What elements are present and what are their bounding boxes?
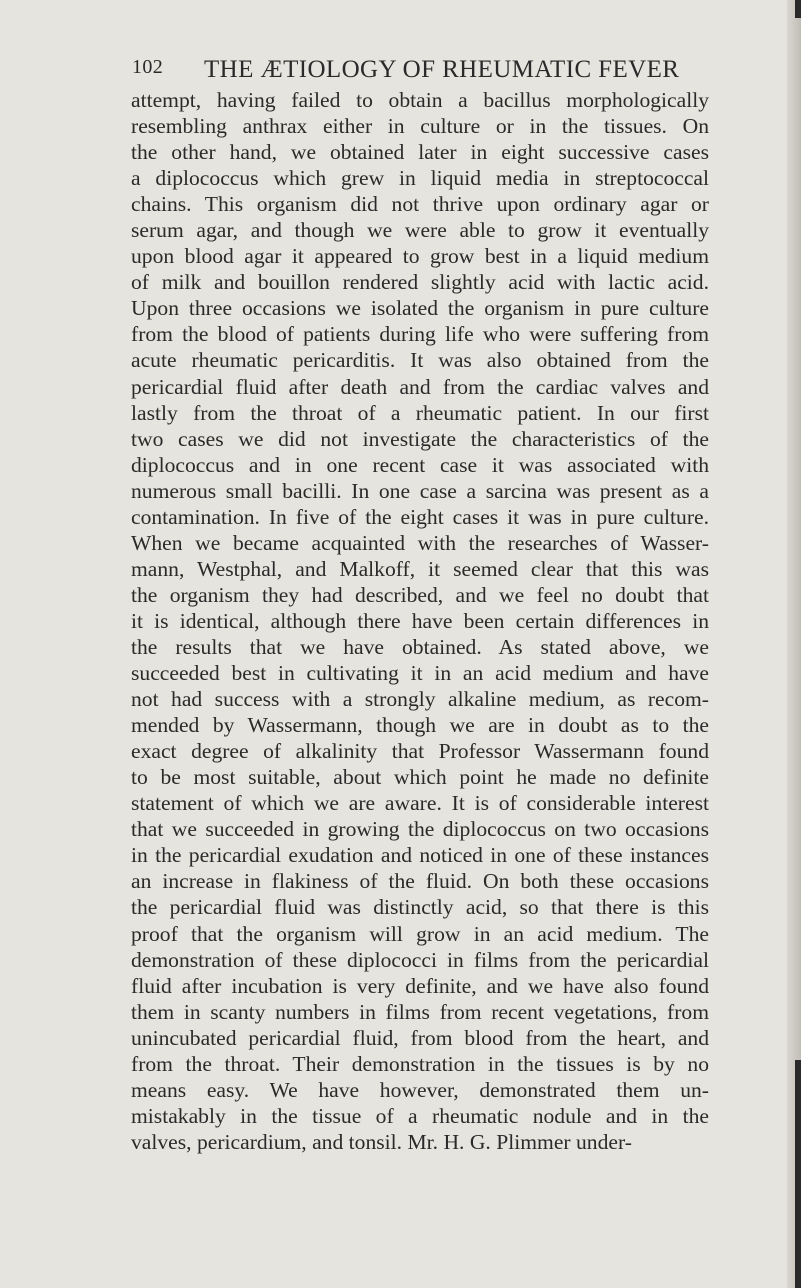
text-line: it is identical, although there have been certain differences in — [131, 608, 709, 633]
text-line: an increase in flakiness of the fluid. On both these occasions — [131, 869, 709, 894]
page-number: 102 — [132, 56, 164, 78]
text-line: statement of which we are aware. It is of considerable interest — [131, 791, 709, 816]
edge-mark — [795, 1060, 801, 1288]
text-line: contamination. In five of the eight cases it was in pure culture. — [131, 504, 709, 529]
text-line: unincubated pericardial fluid, from blood from the heart, and — [131, 1025, 709, 1050]
text-line: acute rheumatic pericarditis. It was also obtained from the — [131, 348, 709, 373]
text-line: exact degree of alkalinity that Professor Wassermann found — [131, 739, 709, 764]
page-edge — [787, 0, 801, 1288]
text-line: that we succeeded in growing the diplococcus on two occasions — [131, 817, 709, 842]
text-line: from the blood of patients during life who were suffering from — [131, 322, 709, 347]
text-line: mann, Westphal, and Malkoff, it seemed clear that this was — [131, 556, 709, 581]
text-line: pericardial fluid after death and from the cardiac valves and — [131, 374, 709, 399]
text-line: serum agar, and though we were able to grow it eventually — [131, 218, 709, 243]
text-line: to be most suitable, about which point he made no definite — [131, 765, 709, 790]
text-line: in the pericardial exudation and noticed in one of these instances — [131, 843, 709, 868]
text-line: mended by Wassermann, though we are in doubt as to the — [131, 713, 709, 738]
text-line: the pericardial fluid was distinctly acid, so that there is this — [131, 895, 709, 920]
text-line: succeeded best in cultivating it in an acid medium and have — [131, 661, 709, 686]
text-line: of milk and bouillon rendered slightly acid with lactic acid. — [131, 270, 709, 295]
text-line: two cases we did not investigate the characteristics of the — [131, 426, 709, 451]
text-line: the organism they had described, and we feel no doubt that — [131, 582, 709, 607]
text-line: lastly from the throat of a rheumatic patient. In our first — [131, 400, 709, 425]
text-line: When we became acquainted with the researches of Wasser- — [131, 530, 709, 555]
running-title: THE ÆTIOLOGY OF RHEUMATIC FEVER — [204, 56, 680, 83]
text-line: attempt, having failed to obtain a bacillus morphologically — [131, 88, 709, 112]
text-line: means easy. We have however, demonstrated them un- — [131, 1077, 709, 1102]
text-line: chains. This organism did not thrive upon ordinary agar or — [131, 192, 709, 217]
text-line: the results that we have obtained. As stated above, we — [131, 634, 709, 659]
text-line: a diplococcus which grew in liquid media in streptococcal — [131, 166, 709, 191]
text-line: mistakably in the tissue of a rheumatic nodule and in the — [131, 1103, 709, 1128]
body-text — [131, 87, 709, 1155]
text-line: upon blood agar it appeared to grow best in a liquid medium — [131, 244, 709, 269]
text-line: fluid after incubation is very definite, and we have also found — [131, 973, 709, 998]
text-line: them in scanty numbers in films from recent vegetations, from — [131, 999, 709, 1024]
edge-mark — [795, 0, 801, 18]
text-line: from the throat. Their demonstration in the tissues is by no — [131, 1051, 709, 1076]
text-line: resembling anthrax either in culture or in the tissues. On — [131, 114, 709, 139]
text-line: Upon three occasions we isolated the organism in pure culture — [131, 296, 709, 321]
text-line: the other hand, we obtained later in eight successive cases — [131, 140, 709, 165]
text-line: not had success with a strongly alkaline medium, as recom- — [131, 687, 709, 712]
text-line: valves, pericardium, and tonsil. Mr. H. G. Plimmer under- — [131, 1129, 632, 1154]
text-line: diplococcus and in one recent case it was associated with — [131, 452, 709, 477]
text-line: numerous small bacilli. In one case a sarcina was present as a — [131, 478, 709, 503]
text-line: demonstration of these diplococci in films from the pericardial — [131, 947, 709, 972]
text-line: proof that the organism will grow in an acid medium. The — [131, 921, 709, 946]
